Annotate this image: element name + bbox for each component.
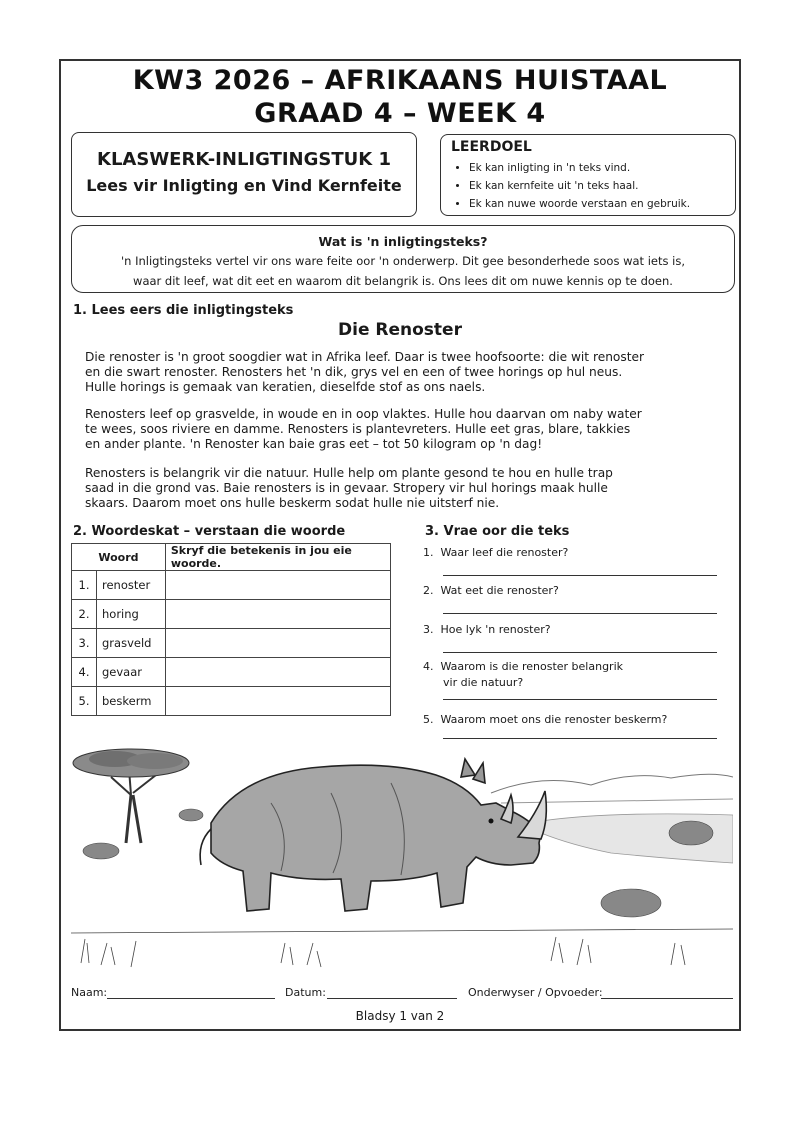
definition-line: waar dit leef, wat dit eet en waarom dit belangrik is. Ons lees dit om nuwe kennis op te doen.: [133, 274, 673, 288]
learning-goal-list: [451, 159, 725, 213]
story-line: skaars. Daarom moet ons hulle beskerm sodat hulle nie uitsterf nie.: [85, 496, 500, 510]
story-paragraph-3: [85, 466, 721, 511]
question-number: 5.: [423, 713, 434, 726]
page-title-line1: KW3 2026 – AFRIKAANS HUISTAAL: [132, 65, 668, 96]
section2-heading: 2. Woordeskat – verstaan die woorde: [73, 524, 346, 539]
definition-box: [71, 225, 735, 293]
answer-line[interactable]: [443, 638, 717, 653]
column-header-word: Woord: [72, 544, 166, 571]
row-number: 2.: [72, 600, 97, 629]
acacia-tree-icon: [73, 749, 189, 843]
definition-line: 'n Inligtingsteks vertel vir ons ware feite oor 'n onderwerp. Dit gee besonderhede soos wat iets is,: [121, 254, 685, 268]
name-label: Naam:: [71, 986, 108, 999]
vocab-word: beskerm: [97, 687, 166, 716]
name-field[interactable]: [107, 986, 275, 999]
rhino-savanna-illustration: [71, 733, 733, 975]
question-text: Hoe lyk 'n renoster?: [440, 623, 551, 636]
section1-heading: 1. Lees eers die inligtingsteks: [73, 303, 294, 318]
story-line: te wees, soos riviere en damme. Renosters is plantevreters. Hulle eet gras, blare, takkies: [85, 422, 631, 436]
table-row: [72, 600, 391, 629]
vocab-word: horing: [97, 600, 166, 629]
background-hills-icon: [491, 774, 733, 803]
question-text: Waarom moet ons die renoster beskerm?: [440, 713, 668, 726]
vocab-word: gevaar: [97, 658, 166, 687]
row-number: 1.: [72, 571, 97, 600]
learning-goal-item: • Ek kan kernfeite uit 'n teks haal.: [469, 177, 725, 195]
vocabulary-table: [71, 543, 391, 716]
question-3: [423, 622, 723, 653]
meaning-answer-cell[interactable]: [165, 658, 390, 687]
meaning-answer-cell[interactable]: [165, 687, 390, 716]
question-1: [423, 545, 723, 576]
story-line: Renosters is belangrik vir die natuur. Hulle help om plante gesond te hou en hulle trap: [85, 466, 613, 480]
story-line: saad in die grond vas. Baie renosters is in gevaar. Stropery vir hul horings maak hulle: [85, 481, 608, 495]
question-number: 1.: [423, 546, 434, 559]
row-number: 5.: [72, 687, 97, 716]
question-number: 3.: [423, 623, 434, 636]
table-header-row: [72, 544, 391, 571]
rhino-icon: [200, 759, 546, 911]
question-text: Waar leef die renoster?: [440, 546, 569, 559]
definition-text: [72, 251, 734, 291]
table-row: [72, 658, 391, 687]
worksheet-page: [59, 59, 741, 1031]
learning-goal-title: LEERDOEL: [451, 139, 532, 155]
table-row: [72, 687, 391, 716]
question-text: Wat eet die renoster?: [440, 584, 559, 597]
section3-heading: 3. Vrae oor die teks: [425, 524, 570, 539]
teacher-field[interactable]: [601, 986, 733, 999]
story-line: Die renoster is 'n groot soogdier wat in Afrika leef. Daar is twee hoofsoorte: die wit renoster: [85, 350, 645, 364]
story-line: en die swart renoster. Renosters het 'n dik, grys vel en een of twee horings op hul neus.: [85, 365, 623, 379]
story-line: en ander plante. 'n Renoster kan baie gras eet – tot 50 kilogram op 'n dag!: [85, 437, 543, 451]
table-row: [72, 629, 391, 658]
meaning-answer-cell[interactable]: [165, 629, 390, 658]
question-text: Waarom is die renoster belangrik: [440, 660, 623, 673]
vocab-word: grasveld: [97, 629, 166, 658]
question-2: [423, 583, 723, 614]
row-number: 4.: [72, 658, 97, 687]
story-title: Die Renoster: [338, 320, 462, 340]
worksheet-title: KLASWERK-INLIGTINGSTUK 1: [97, 149, 391, 170]
story-paragraph-2: [85, 407, 721, 452]
learning-goal-item: • Ek kan nuwe woorde verstaan en gebruik.: [469, 195, 725, 213]
question-4: [423, 659, 723, 700]
answer-line[interactable]: [443, 691, 717, 700]
date-field[interactable]: [327, 986, 457, 999]
page-title-line2: GRAAD 4 – WEEK 4: [254, 98, 546, 129]
learning-goal-item: • Ek kan inligting in 'n teks vind.: [469, 159, 725, 177]
definition-title: Wat is 'n inligtingsteks?: [318, 234, 488, 249]
column-header-meaning: Skryf die betekenis in jou eie woorde.: [165, 544, 390, 571]
vocab-word: renoster: [97, 571, 166, 600]
worksheet-subtitle: Lees vir Inligting en Vind Kernfeite: [86, 176, 402, 195]
answer-line[interactable]: [443, 561, 717, 576]
row-number: 3.: [72, 629, 97, 658]
meaning-answer-cell[interactable]: [165, 571, 390, 600]
story-line: Renosters leef op grasvelde, in woude en in oop vlaktes. Hulle hou daarvan om naby water: [85, 407, 642, 421]
date-label: Datum:: [285, 986, 326, 999]
table-row: [72, 571, 391, 600]
grass-icon: [71, 929, 733, 967]
story-paragraph-1: [85, 350, 721, 395]
question-text-continued: vir die natuur?: [443, 676, 524, 689]
page-number: Bladsy 1 van 2: [355, 1009, 445, 1023]
teacher-label: Onderwyser / Opvoeder:: [468, 986, 603, 999]
learning-goal-box: [440, 134, 736, 216]
story-line: Hulle horings is gemaak van keratien, dieselfde stof as ons naels.: [85, 380, 486, 394]
worksheet-title-box: [71, 132, 417, 217]
question-number: 4.: [423, 660, 434, 673]
meaning-answer-cell[interactable]: [165, 600, 390, 629]
answer-line[interactable]: [443, 599, 717, 614]
question-number: 2.: [423, 584, 434, 597]
